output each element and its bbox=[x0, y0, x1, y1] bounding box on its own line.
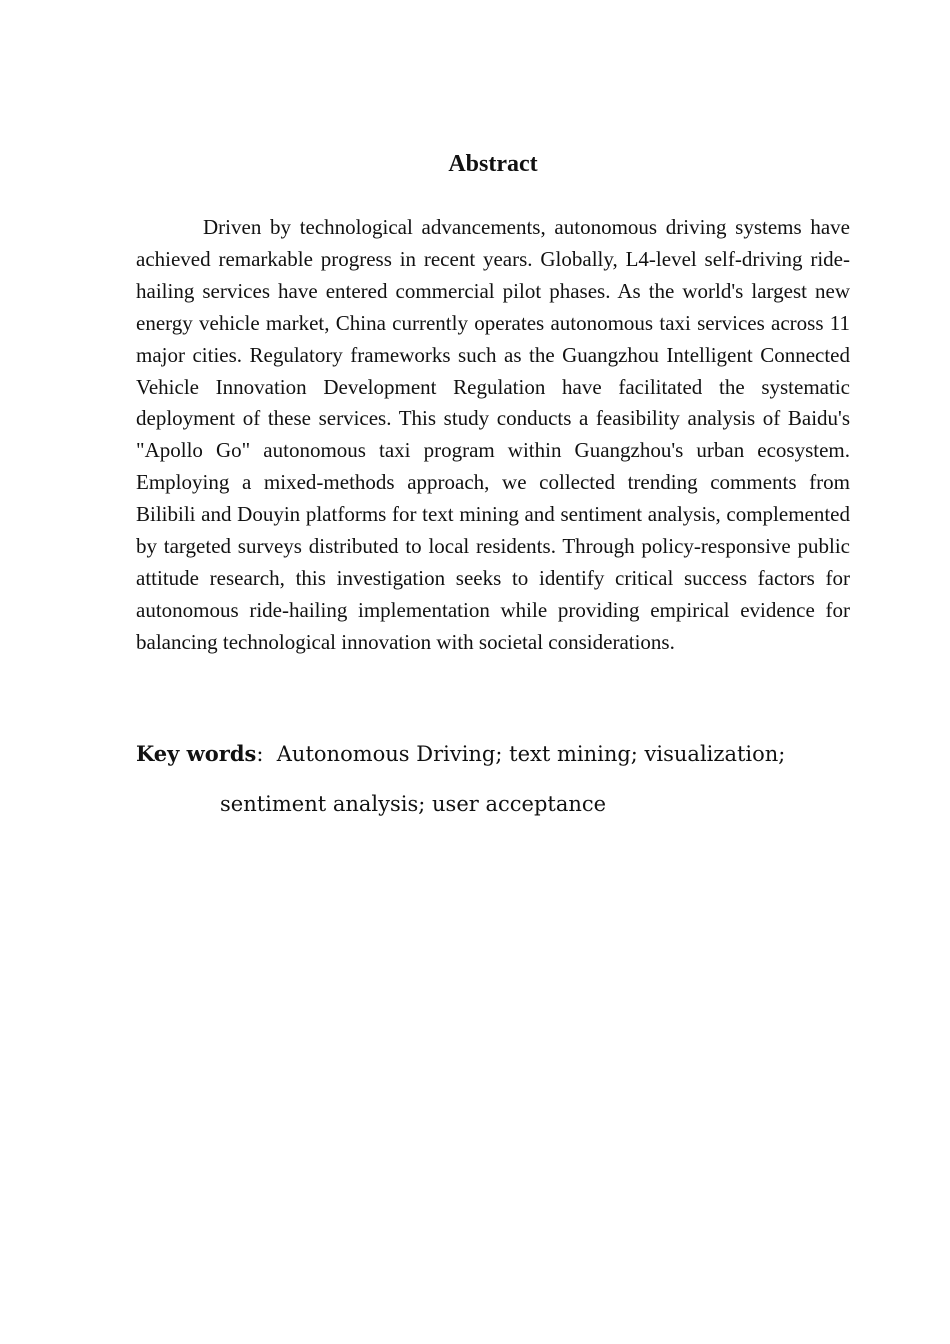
keywords-list-2: sentiment analysis; user acceptance bbox=[220, 792, 607, 816]
keywords-label: Key words bbox=[136, 741, 257, 766]
keywords-list-1: Autonomous Driving; text mining; visualization; bbox=[276, 742, 786, 766]
keywords-line-1 bbox=[136, 729, 850, 779]
keywords-line-2 bbox=[136, 779, 850, 829]
keywords-section bbox=[136, 729, 850, 829]
abstract-body: Driven by technological advancements, autonomous driving systems have achieved remarkable progress in recent years. Globally, L4-level self-driving ride-hailing services have entered commercial pilot phases. As the world's largest new energy vehicle market, China currently operates autonomous taxi services across 11 major cities. Regulatory frameworks such as the Guangzhou Intelligent Connected Vehicle Innovation Development Regulation have facilitated the systematic deployment of these services. This study conducts a feasibility analysis of Baidu's "Apollo Go" autonomous taxi program within Guangzhou's urban ecosystem. Employing a mixed-methods approach, we collected trending comments from Bilibili and Douyin platforms for text mining and sentiment analysis, complemented by targeted surveys distributed to local residents. Through policy-responsive public attitude research, this investigation seeks to identify critical success factors for autonomous ride-hailing implementation while providing empirical evidence for balancing technological innovation with societal considerations. bbox=[136, 215, 850, 654]
abstract-title: Abstract bbox=[448, 151, 538, 177]
keywords-separator: : bbox=[256, 742, 264, 766]
